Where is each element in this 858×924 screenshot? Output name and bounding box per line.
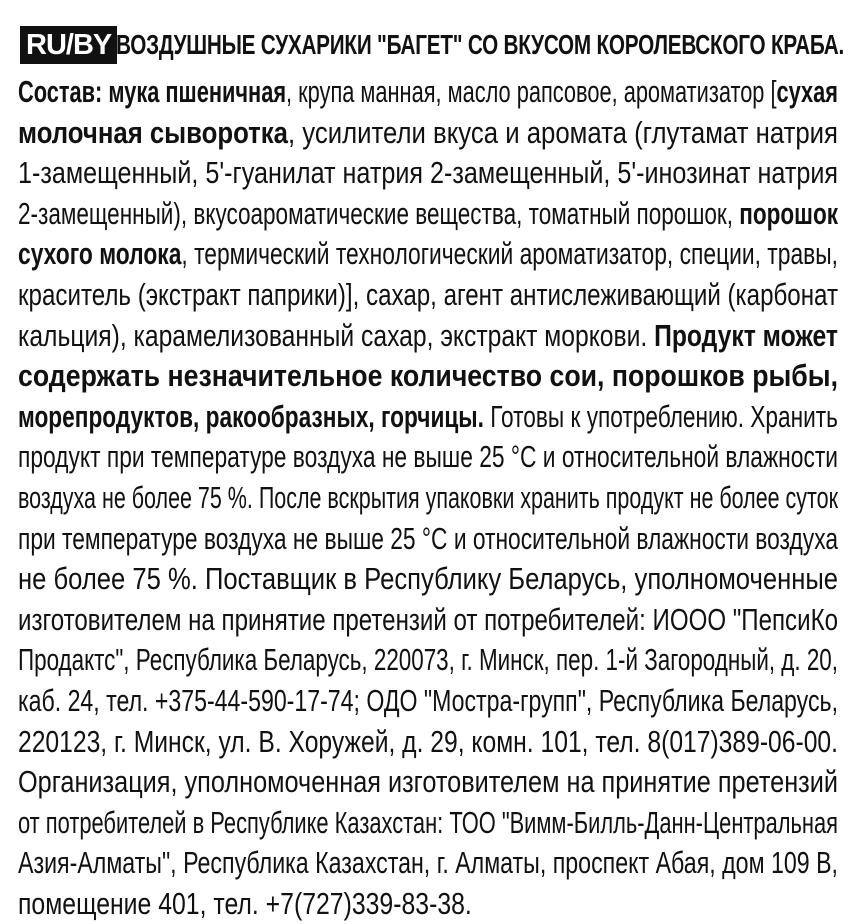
composition-line xyxy=(18,397,838,438)
text-segment: , термический технологический ароматизатор, специи, травы, xyxy=(181,236,839,272)
composition-line xyxy=(18,722,838,763)
bold-text-segment: сухого молока xyxy=(18,236,182,272)
composition-line xyxy=(18,153,838,194)
composition-line xyxy=(18,640,838,681)
composition-text xyxy=(18,72,838,924)
text-segment: краситель (экстракт паприки)], сахар, агент антислеживающий (карбонат xyxy=(18,276,838,312)
text-segment: помещение 401, тел. +7(727)339-83-38. xyxy=(18,885,472,921)
text-segment: 1-замещенный, 5'-гуанилат натрия 2-замещенный, 5'-инозинат натрия xyxy=(18,155,838,191)
composition-line xyxy=(18,519,838,560)
composition-line xyxy=(18,275,838,316)
bold-text-segment: содержать незначительное количество сои, порошков рыбы, xyxy=(18,358,838,394)
text-segment: Готовы к употреблению. Хранить xyxy=(483,398,838,434)
composition-line xyxy=(18,762,838,803)
text-segment: Организация, уполномоченная изготовителем на принятие претензий xyxy=(18,764,838,800)
composition-line xyxy=(18,600,838,641)
bold-text-segment: Состав: мука пшеничная xyxy=(18,74,287,109)
language-badge: RU/BY xyxy=(20,26,117,64)
composition-line xyxy=(18,884,674,924)
text-segment: 2-замещенный), вкусоароматические вещества, томатный порошок, xyxy=(18,195,740,231)
text-segment: 220123, г. Минск, ул. В. Хоружей, д. 29, комн. 101, тел. 8(017)389-06-00. xyxy=(18,723,838,759)
text-segment: , усилители вкуса и аромата (глутамат натрия xyxy=(287,114,838,150)
bold-text-segment: Продукт может xyxy=(654,317,838,353)
text-segment: от потребителей в Республике Казахстан: ТОО "Вимм-Билль-Данн-Центральная xyxy=(18,804,838,840)
composition-line xyxy=(18,437,838,478)
product-title: ВОЗДУШНЫЕ СУХАРИКИ "БАГЕТ" СО ВКУСОМ КОРОЛЕВСКОГО КРАБА. xyxy=(116,29,844,60)
text-segment: продукт при температуре воздуха не выше 25 °С и относительной влажности xyxy=(18,439,838,475)
composition-line xyxy=(18,316,838,357)
text-segment: воздуха не более 75 %. После вскрытия упаковки хранить продукт не более суток xyxy=(18,479,838,515)
bold-text-segment: морепродуктов, ракообразных, горчицы. xyxy=(18,398,484,434)
composition-line xyxy=(18,559,838,600)
text-segment: при температуре воздуха не выше 25 °С и относительной влажности воздуха xyxy=(18,520,838,556)
text-segment: кальция), карамелизованный сахар, экстракт моркови. xyxy=(18,317,655,353)
text-segment: не более 75 %. Поставщик в Республику Беларусь, уполномоченные xyxy=(18,561,838,597)
composition-line xyxy=(18,113,838,154)
text-segment: Продактс", Республика Беларусь, 220073, г. Минск, пер. 1-й Загородный, д. 20, xyxy=(18,642,838,678)
composition-line xyxy=(18,478,838,519)
composition-line xyxy=(18,681,838,722)
composition-line xyxy=(18,803,838,844)
composition-line xyxy=(18,356,838,397)
composition-line xyxy=(18,72,838,113)
bold-text-segment: сухая xyxy=(776,74,838,109)
label-header xyxy=(20,24,850,68)
composition-line xyxy=(18,194,838,235)
text-segment: , крупа манная, масло рапсовое, ароматизатор [ xyxy=(286,74,777,109)
composition-line xyxy=(18,234,839,275)
text-segment: Азия-Алматы", Республика Казахстан, г. Алматы, проспект Абая, дом 109 В, xyxy=(18,845,838,881)
bold-text-segment: порошок xyxy=(739,195,838,231)
text-segment: изготовителем на принятие претензий от потребителей: ИООО "ПепсиКо xyxy=(18,601,838,637)
text-segment: каб. 24, тел. +375-44-590-17-74; ОДО "Мостра-групп", Республика Беларусь, xyxy=(18,682,838,718)
bold-text-segment: молочная сыворотка xyxy=(18,114,288,150)
composition-line xyxy=(18,843,838,884)
